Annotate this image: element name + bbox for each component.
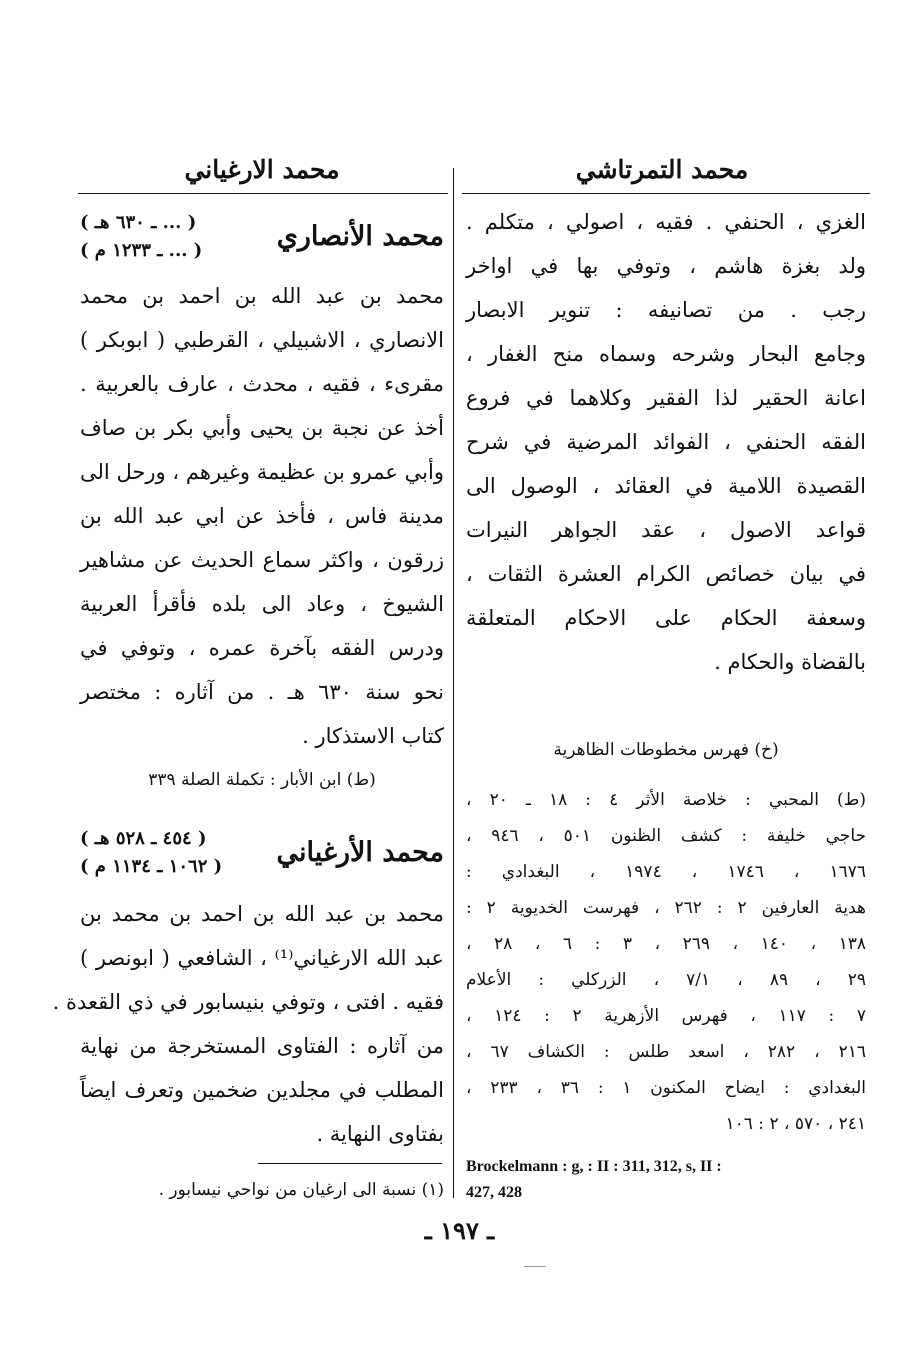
body-line: رجب . من تصانيفه : تنوير الابصار (466, 298, 866, 322)
body-line: زرقون ، واكثر سماع الحديث عن مشاهير (80, 548, 444, 572)
reference-line: ٢١٦ ، ٢٨٢ ، اسعد طلس : الكشاف ٦٧ ، (466, 1042, 866, 1062)
dates-gregorian: ( ... ـ ١٢٣٣ م ) (80, 240, 203, 261)
body-line: كتاب الاستذكار . (302, 724, 444, 748)
body-line: الانصاري ، الاشبيلي ، القرطبي ( ابوبكر ) (80, 328, 444, 352)
body-line: عبد الله الارغياني⁽¹⁾ ، الشافعي ( ابونصر ) (80, 946, 444, 970)
body-line: فقيه . افتى ، وتوفي بنيسابور في ذي القعدة . (52, 990, 444, 1014)
body-line: وأبي عمرو بن عظيمة وغيرهم ، ورحل الى (80, 460, 444, 484)
latin-reference-line: 427, 428 (466, 1184, 522, 1201)
left-column-title: محمد الارغياني (184, 155, 340, 184)
reference-line: حاجي خليفة : كشف الظنون ٥٠١ ، ٩٤٦ ، (466, 826, 867, 846)
body-line: محمد بن عبد الله بن احمد بن محمد (80, 284, 444, 308)
body-line: بالقضاة والحكام . (714, 650, 866, 674)
dates-gregorian: ( ١٠٦٢ ـ ١١٣٤ م ) (80, 856, 223, 877)
body-line: مقرىء ، فقيه ، محدث ، عارف بالعربية . (80, 372, 444, 396)
body-line: مدينة فاس ، فأخذ عن ابي عبد الله بن (80, 504, 444, 528)
entry-header (80, 822, 444, 884)
right-column-title: محمد التمرتاشي (575, 155, 749, 184)
reference-line: ٧ : ١١٧ ، فهرس الأزهرية ٢ : ١٢٤ ، (466, 1006, 867, 1026)
body-line: اعانة الحقير لذا الفقير وكلاهما في فروع (466, 386, 866, 410)
reference-line: ١٣٨ ، ١٤٠ ، ٢٦٩ ، ٣ : ٦ ، ٢٨ ، (466, 934, 867, 954)
body-line: أخذ عن نجبة بن يحيى وأبي بكر بن صاف (80, 416, 444, 440)
entry-name: محمد الأرغياني (276, 837, 444, 868)
body-line: محمد بن عبد الله بن احمد بن محمد بن (80, 902, 444, 926)
column-divider (453, 168, 454, 1198)
entry-header (80, 206, 444, 268)
body-line: الغزي ، الحنفي . فقيه ، اصولي ، متكلم . (466, 210, 866, 234)
body-line: من آثاره : الفتاوى المستخرجة من نهاية (80, 1034, 444, 1058)
body-line: ودرس الفقه بآخرة عمره ، وتوفي في (80, 636, 444, 660)
entry-name: محمد الأنصاري (276, 221, 444, 252)
body-line: ولد بغزة هاشم ، وتوفي بها في اواخر (466, 254, 866, 278)
body-line: بفتاوى النهاية . (316, 1122, 444, 1146)
reference-line: هدية العارفين ٢ : ٢٦٢ ، فهرست الخديوية ٢ : (466, 898, 866, 918)
reference-line: البغدادي : ايضاح المكنون ١ : ٣٦ ، ٢٣٣ ، (466, 1078, 866, 1098)
body-line: المطلب في مجلدين ضخمين وتعرف ايضاً (80, 1078, 444, 1102)
footnote-rule (258, 1163, 442, 1164)
reference-line: ١٦٧٦ ، ١٧٤٦ ، ١٩٧٤ ، البغدادي : (466, 862, 867, 882)
page-number: ـ ١٩٧ ـ (424, 1216, 495, 1245)
body-line: الفقه الحنفي ، الفوائد المرضية في شرح (466, 430, 866, 454)
dates-hijri: ( ٤٥٤ ـ ٥٢٨ هـ ) (80, 828, 207, 849)
body-line: وسعفة الحكام على الاحكام المتعلقة (466, 606, 866, 630)
body-line: في بيان خصائص الكرام العشرة الثقات ، (466, 562, 866, 586)
body-line: الشيوخ ، وعاد الى بلده فأقرأ العربية (80, 592, 444, 616)
left-header-rule (78, 193, 448, 194)
bottom-mark (524, 1266, 546, 1267)
latin-reference-line: Brockelmann : g, : II : 311, 312, s, II : (466, 1158, 722, 1175)
right-header-rule (462, 193, 870, 194)
reference-line: (ط) المحبي : خلاصة الأثر ٤ : ١٨ ـ ٢٠ ، (466, 790, 867, 810)
body-line: القصيدة اللامية في العقائد ، الوصول الى (466, 474, 866, 498)
entry-source: (ط) ابن الأبار : تكملة الصلة ٣٣٩ (148, 770, 376, 790)
body-line: نحو سنة ٦٣٠ هـ . من آثاره : مختصر (80, 680, 444, 704)
manuscript-source: (خ) فهرس مخطوطات الظاهرية (553, 740, 779, 760)
reference-line: ٢٩ ، ٨٩ ، ٧/١ ، الزركلي : الأعلام (466, 970, 866, 990)
footnote: (١) نسبة الى ارغيان من نواحي نيسابور . (158, 1180, 444, 1200)
reference-line: ٢٤١ ، ٥٧٠ ، ٢ : ١٠٦ (725, 1114, 866, 1134)
dates-hijri: ( ... ـ ٦٣٠ هـ ) (80, 212, 197, 233)
body-line: قواعد الاصول ، عقد الجواهر النيرات (466, 518, 866, 542)
body-line: وجامع البحار وشرحه وسماه منح الغفار ، (466, 342, 866, 366)
